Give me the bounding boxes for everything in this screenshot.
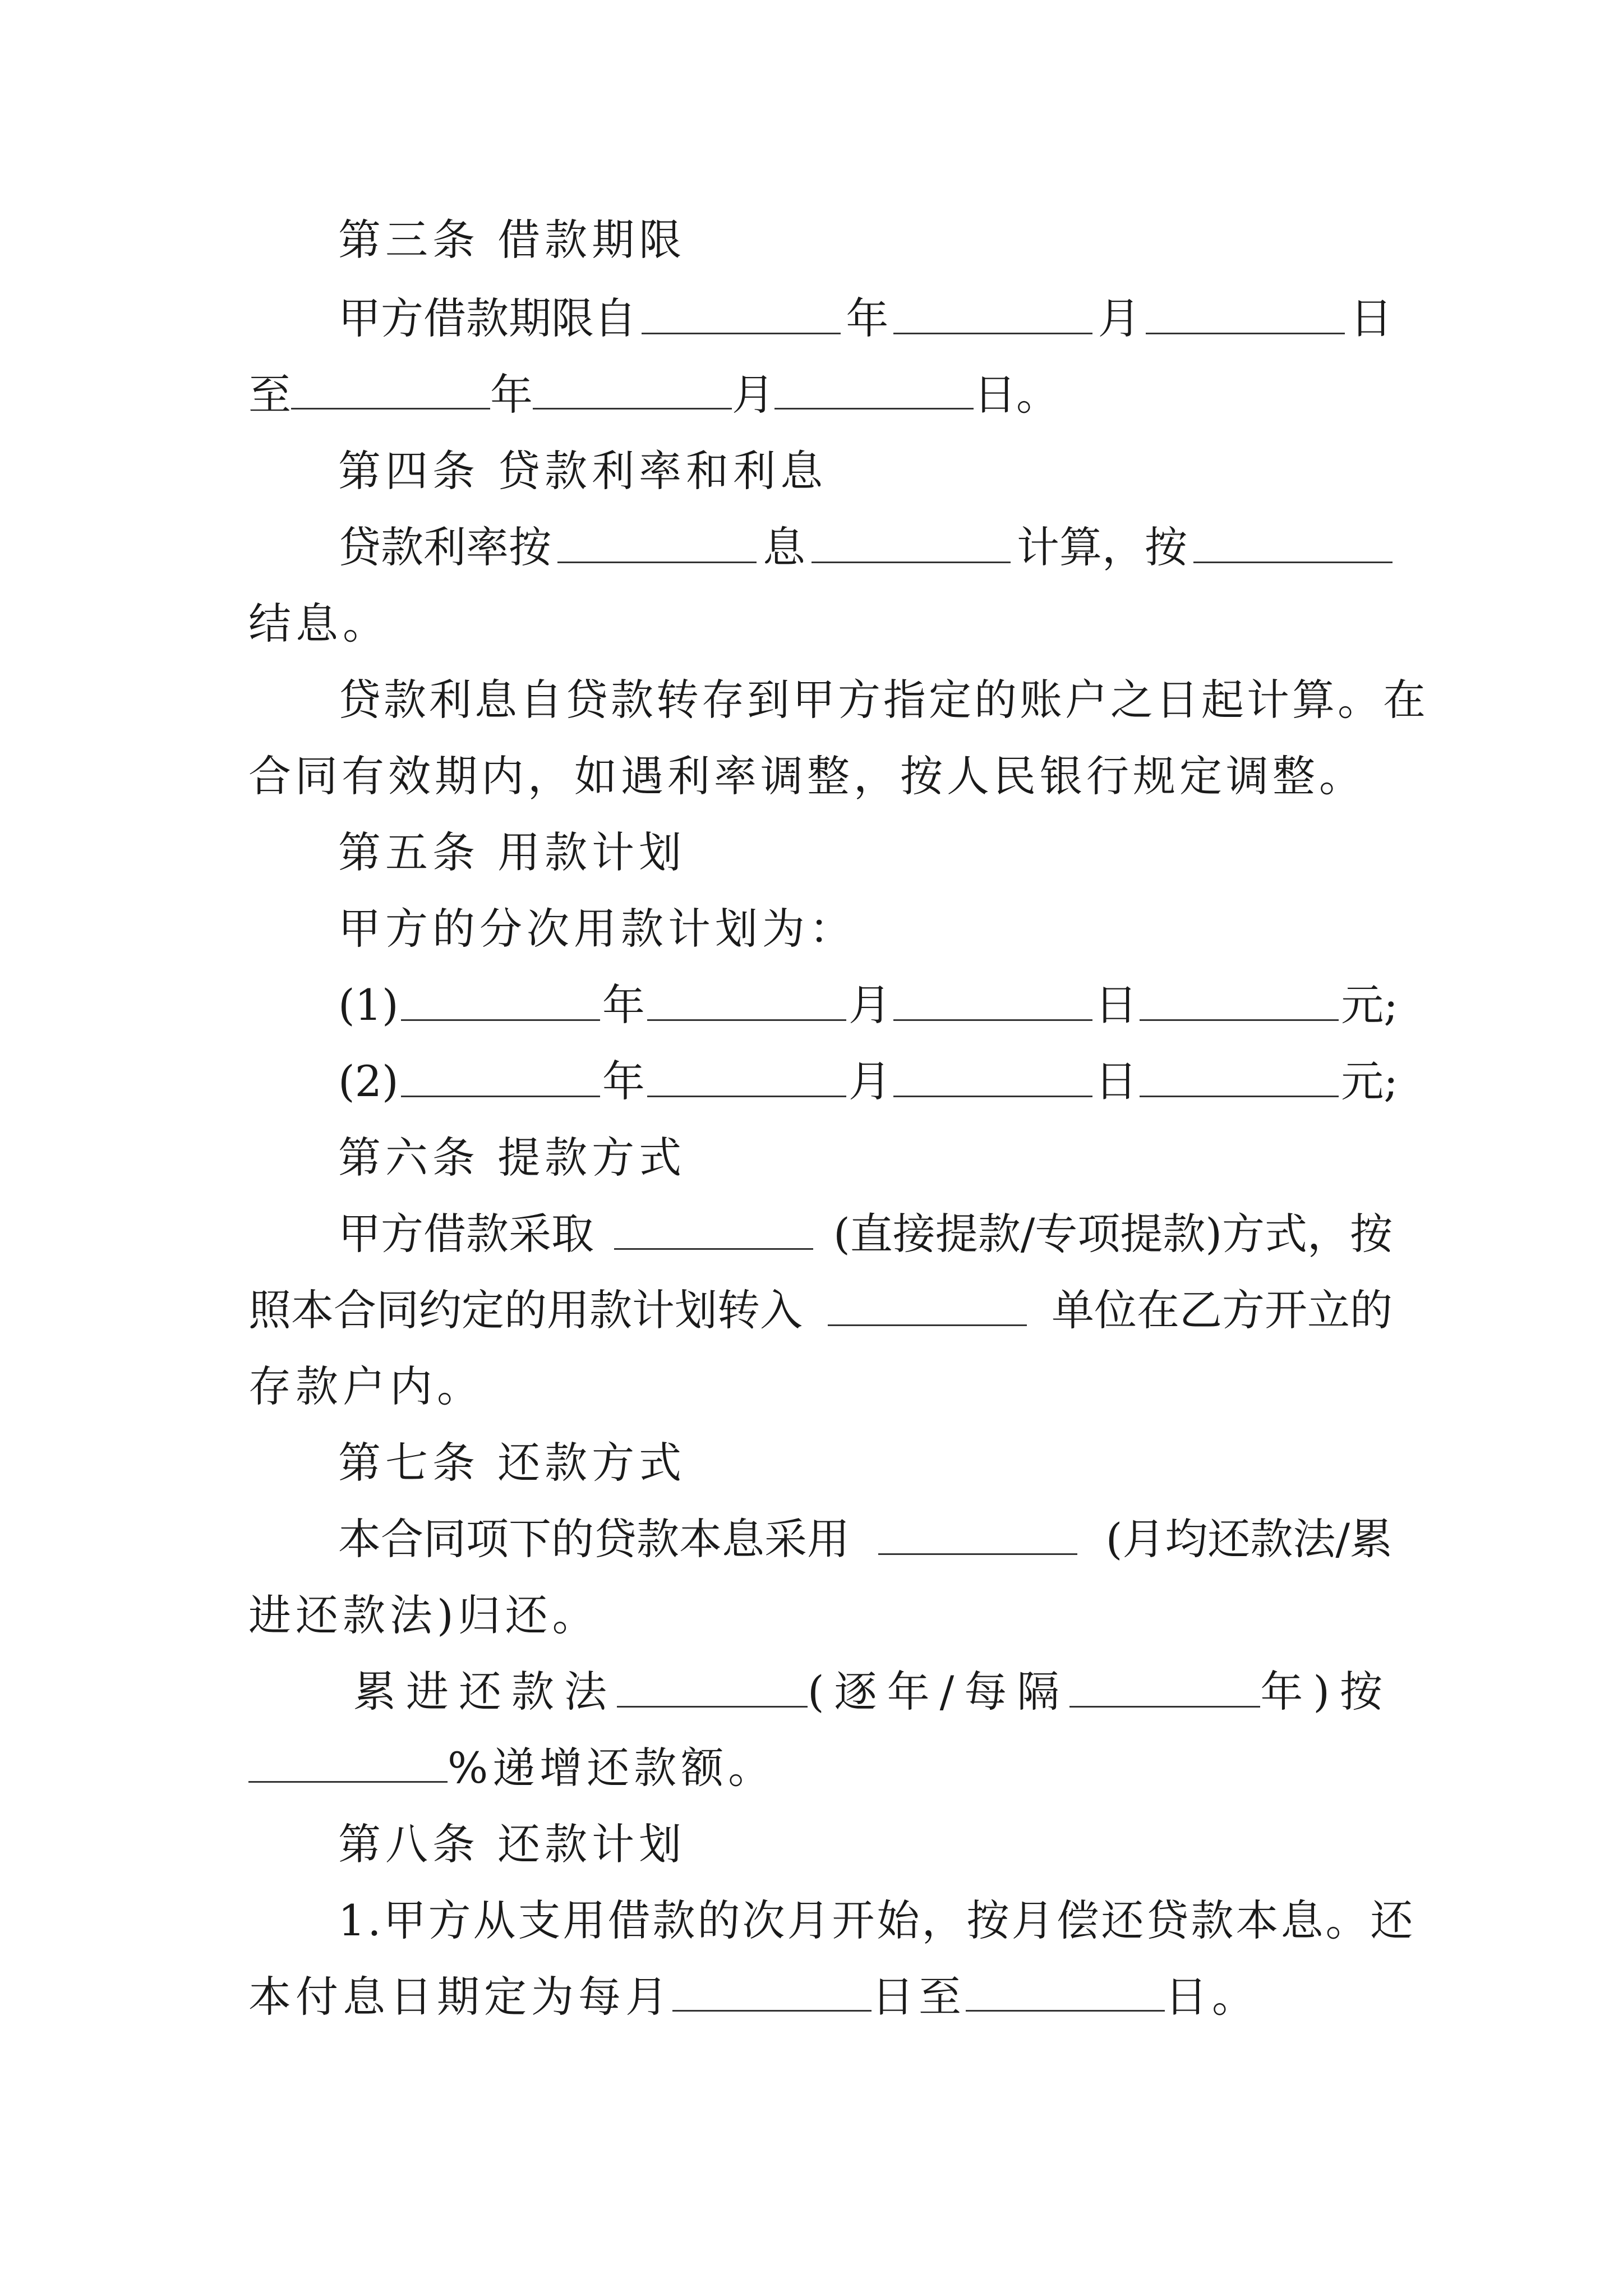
fill-in-blank[interactable] xyxy=(647,986,846,1021)
article-4-rate-line-1 xyxy=(338,509,1393,586)
article-5-plan-item-1 xyxy=(338,967,1398,1043)
article-8-heading: 第八条 还款计划 xyxy=(338,1819,686,1869)
fill-in-blank[interactable] xyxy=(1140,986,1339,1021)
article-4-interest-line-1: 贷款利息自贷款转存到甲方指定的账户之日起计算。在 xyxy=(338,675,1428,725)
text-segment: 息 xyxy=(763,522,805,572)
article-7-line-1 xyxy=(338,1501,1393,1577)
article-7-heading: 第七条 还款方式 xyxy=(338,1438,686,1488)
fill-in-blank[interactable] xyxy=(966,1976,1165,2012)
text-segment: 日至 xyxy=(872,1972,966,2022)
item-number: (2) xyxy=(338,1056,399,1106)
fill-in-blank[interactable] xyxy=(1193,528,1393,563)
fill-in-blank[interactable] xyxy=(291,374,490,409)
text-segment: 日。 xyxy=(1165,1972,1259,2022)
fill-in-blank[interactable] xyxy=(672,1976,872,2012)
fill-in-blank[interactable] xyxy=(401,1062,600,1097)
item-number: (1) xyxy=(338,980,399,1030)
text-segment: 日 xyxy=(1095,980,1138,1030)
article-6-heading: 第六条 提款方式 xyxy=(338,1133,686,1182)
fill-in-blank[interactable] xyxy=(1140,1062,1339,1097)
fill-in-blank[interactable] xyxy=(533,374,732,409)
text-segment: 照本合同约定的用款计划转入 xyxy=(248,1285,803,1335)
text-segment: (逐年/每隔 xyxy=(808,1667,1070,1717)
fill-in-blank[interactable] xyxy=(617,1672,808,1708)
text-segment: 元; xyxy=(1341,980,1398,1030)
article-3-period-line-1 xyxy=(338,280,1393,357)
fill-in-blank[interactable] xyxy=(1069,1672,1260,1708)
text-segment: 日 xyxy=(1349,293,1393,343)
text-segment: 年 xyxy=(846,293,889,343)
fill-in-blank[interactable] xyxy=(893,1062,1092,1097)
fill-in-blank[interactable] xyxy=(878,1520,1077,1555)
text-segment: 至 xyxy=(248,370,291,420)
article-5-plan-item-2 xyxy=(338,1043,1398,1120)
text-segment: 月 xyxy=(732,370,774,420)
article-5-intro: 甲方的分次用款计划为： xyxy=(338,904,856,954)
fill-in-blank[interactable] xyxy=(401,986,600,1021)
article-4-interest-line-2: 合同有效期内，如遇利率调整，按人民银行规定调整。 xyxy=(248,751,1366,801)
text-segment: 贷款利率按 xyxy=(338,522,551,572)
text-segment: 甲方借款期限自 xyxy=(338,293,637,343)
article-7-line-3 xyxy=(353,1654,1393,1730)
fill-in-blank[interactable] xyxy=(828,1291,1027,1326)
article-8-line-2 xyxy=(248,1959,1393,2035)
text-segment: 年)按 xyxy=(1260,1667,1393,1717)
article-4-heading: 第四条 贷款利率和利息 xyxy=(338,446,828,496)
fill-in-blank[interactable] xyxy=(642,299,841,334)
fill-in-blank[interactable] xyxy=(647,1062,846,1097)
article-6-line-2 xyxy=(248,1272,1393,1349)
text-segment: (月均还款法/累 xyxy=(1105,1514,1393,1564)
text-segment: 单位在乙方开立的 xyxy=(1052,1285,1393,1335)
text-segment: 月 xyxy=(848,980,891,1030)
article-5-heading: 第五条 用款计划 xyxy=(338,827,686,877)
text-segment: 计算，按 xyxy=(1017,522,1187,572)
article-4-rate-line-2: 结息。 xyxy=(248,599,390,648)
article-7-line-4 xyxy=(248,1730,1393,1806)
article-3-period-line-2 xyxy=(248,357,1393,433)
fill-in-blank[interactable] xyxy=(614,1214,813,1250)
text-segment: 日。 xyxy=(974,370,1059,420)
text-segment: (直接提款/专项提款)方式，按 xyxy=(833,1209,1393,1259)
text-segment: 年 xyxy=(602,980,645,1030)
fill-in-blank[interactable] xyxy=(774,374,974,409)
article-7-line-2: 进还款法)归还。 xyxy=(248,1590,600,1640)
text-segment: 日 xyxy=(1095,1056,1138,1106)
article-8-line-1: 1.甲方从支用借款的次月开始，按月偿还贷款本息。还 xyxy=(338,1895,1415,1945)
text-segment: 年 xyxy=(490,370,533,420)
article-6-line-1 xyxy=(338,1196,1393,1272)
text-segment: 年 xyxy=(602,1056,645,1106)
text-segment: 月 xyxy=(1098,293,1141,343)
text-segment: 甲方借款采取 xyxy=(338,1209,594,1259)
text-segment: %递增还款额。 xyxy=(448,1743,776,1793)
text-segment: 本合同项下的贷款本息采用 xyxy=(338,1514,850,1564)
fill-in-blank[interactable] xyxy=(893,299,1092,334)
text-segment: 本付息日期定为每月 xyxy=(248,1972,672,2022)
text-segment: 累进还款法 xyxy=(353,1667,617,1717)
article-3-heading: 第三条 借款期限 xyxy=(338,215,686,265)
text-segment: 月 xyxy=(848,1056,891,1106)
text-segment: 元; xyxy=(1341,1056,1398,1106)
fill-in-blank[interactable] xyxy=(248,1747,448,1783)
article-6-line-3: 存款户内。 xyxy=(248,1361,484,1411)
fill-in-blank[interactable] xyxy=(811,528,1011,563)
fill-in-blank[interactable] xyxy=(893,986,1092,1021)
fill-in-blank[interactable] xyxy=(1146,299,1345,334)
fill-in-blank[interactable] xyxy=(557,528,757,563)
